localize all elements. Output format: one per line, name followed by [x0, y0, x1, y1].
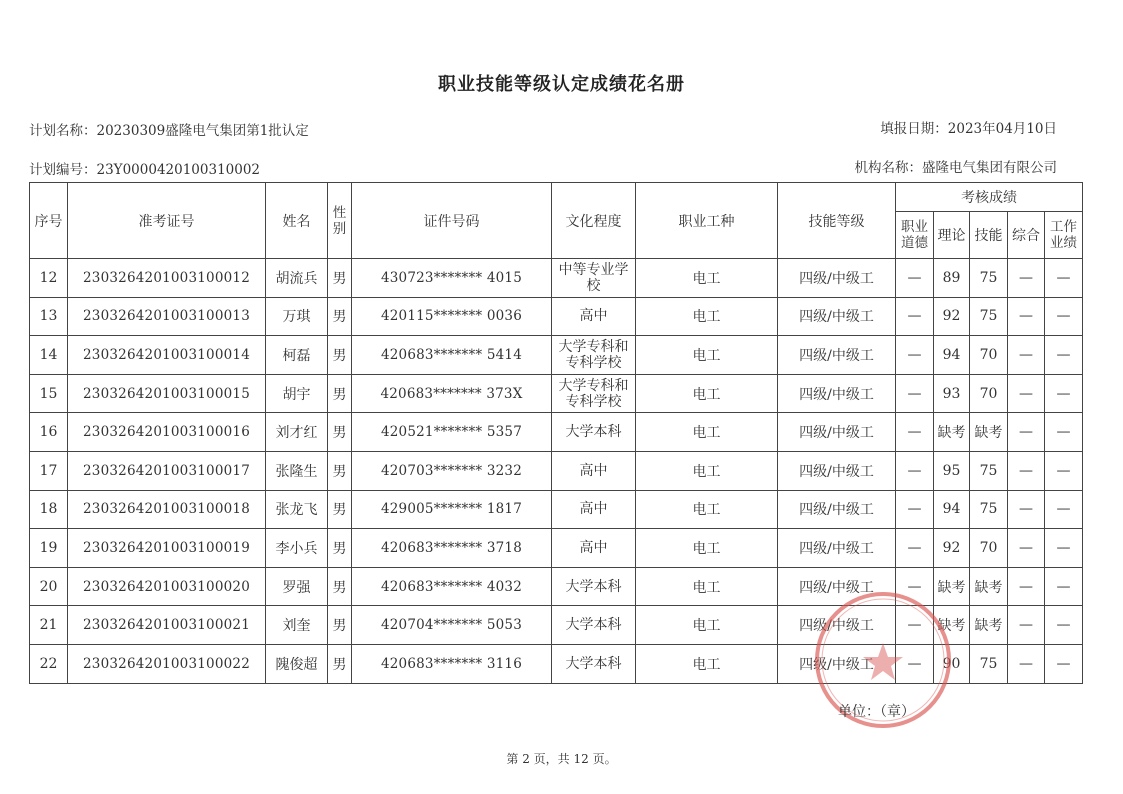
cell-gender: 男	[328, 529, 352, 568]
header-seq: 序号	[30, 183, 68, 259]
cell-id-number: 420683******* 4032	[352, 567, 552, 606]
cell-seq: 12	[30, 259, 68, 298]
cell-education: 高中	[552, 451, 636, 490]
page-title: 职业技能等级认定成绩花名册	[438, 74, 685, 95]
cell-skill: 70	[970, 374, 1008, 413]
cell-id-number: 420683******* 373X	[352, 374, 552, 413]
cell-skill: 70	[970, 336, 1008, 375]
cell-occupation: 电工	[636, 413, 778, 452]
plan-name: 计划名称：20230309盛隆电气集团第1批认定	[29, 123, 309, 139]
cell-theory: 92	[934, 297, 970, 336]
table-row	[30, 451, 1083, 490]
cell-seq: 14	[30, 336, 68, 375]
cell-theory: 缺考	[934, 413, 970, 452]
cell-performance: —	[1045, 413, 1083, 452]
cell-performance: —	[1045, 451, 1083, 490]
header-education: 文化程度	[552, 183, 636, 259]
cell-gender: 男	[328, 606, 352, 645]
cell-gender: 男	[328, 567, 352, 606]
cell-id-number: 420704******* 5053	[352, 606, 552, 645]
cell-theory: 89	[934, 259, 970, 298]
table-row	[30, 297, 1083, 336]
fill-date: 填报日期：2023年04月10日	[880, 121, 1057, 137]
cell-theory: 95	[934, 451, 970, 490]
cell-skill: 75	[970, 297, 1008, 336]
cell-education: 大学本科	[552, 606, 636, 645]
cell-theory: 92	[934, 529, 970, 568]
cell-theory: 93	[934, 374, 970, 413]
cell-skill: 缺考	[970, 567, 1008, 606]
cell-education: 大学本科	[552, 644, 636, 683]
cell-ethics: —	[896, 490, 934, 529]
cell-theory: 90	[934, 644, 970, 683]
cell-performance: —	[1045, 336, 1083, 375]
cell-name: 万琪	[266, 297, 328, 336]
cell-education: 高中	[552, 297, 636, 336]
score-roster-table	[29, 182, 1083, 684]
cell-ethics: —	[896, 644, 934, 683]
cell-seq: 19	[30, 529, 68, 568]
cell-skill-level: 四级/中级工	[778, 490, 896, 529]
cell-exam-id: 2303264201003100013	[68, 297, 266, 336]
cell-skill: 缺考	[970, 413, 1008, 452]
cell-exam-id: 2303264201003100020	[68, 567, 266, 606]
cell-overall: —	[1008, 297, 1045, 336]
cell-skill-level: 四级/中级工	[778, 297, 896, 336]
cell-skill: 75	[970, 490, 1008, 529]
cell-name: 柯磊	[266, 336, 328, 375]
cell-id-number: 420115******* 0036	[352, 297, 552, 336]
cell-occupation: 电工	[636, 451, 778, 490]
cell-name: 张龙飞	[266, 490, 328, 529]
cell-id-number: 420521******* 5357	[352, 413, 552, 452]
cell-ethics: —	[896, 413, 934, 452]
header-ethics: 职业 道德	[896, 212, 934, 259]
cell-exam-id: 2303264201003100018	[68, 490, 266, 529]
cell-overall: —	[1008, 336, 1045, 375]
cell-theory: 94	[934, 336, 970, 375]
cell-gender: 男	[328, 413, 352, 452]
cell-id-number: 430723******* 4015	[352, 259, 552, 298]
cell-education: 大学本科	[552, 567, 636, 606]
cell-name: 胡宇	[266, 374, 328, 413]
cell-exam-id: 2303264201003100016	[68, 413, 266, 452]
cell-gender: 男	[328, 451, 352, 490]
table-row	[30, 490, 1083, 529]
cell-skill-level: 四级/中级工	[778, 567, 896, 606]
cell-education: 高中	[552, 490, 636, 529]
cell-performance: —	[1045, 490, 1083, 529]
cell-occupation: 电工	[636, 529, 778, 568]
cell-ethics: —	[896, 336, 934, 375]
cell-skill-level: 四级/中级工	[778, 644, 896, 683]
cell-education: 大学专科和 专科学校	[552, 374, 636, 413]
cell-performance: —	[1045, 567, 1083, 606]
table-row	[30, 567, 1083, 606]
cell-skill: 75	[970, 451, 1008, 490]
cell-performance: —	[1045, 606, 1083, 645]
cell-gender: 男	[328, 297, 352, 336]
cell-skill: 75	[970, 259, 1008, 298]
cell-id-number: 420683******* 3116	[352, 644, 552, 683]
header-theory: 理论	[934, 212, 970, 259]
cell-ethics: —	[896, 529, 934, 568]
cell-performance: —	[1045, 374, 1083, 413]
cell-education: 高中	[552, 529, 636, 568]
cell-performance: —	[1045, 297, 1083, 336]
cell-exam-id: 2303264201003100021	[68, 606, 266, 645]
cell-overall: —	[1008, 451, 1045, 490]
cell-exam-id: 2303264201003100012	[68, 259, 266, 298]
cell-name: 罗强	[266, 567, 328, 606]
table-row	[30, 259, 1083, 298]
header-scores: 考核成绩	[896, 183, 1083, 212]
cell-skill: 70	[970, 529, 1008, 568]
cell-occupation: 电工	[636, 567, 778, 606]
cell-occupation: 电工	[636, 297, 778, 336]
cell-skill-level: 四级/中级工	[778, 413, 896, 452]
cell-ethics: —	[896, 567, 934, 606]
cell-education: 大学专科和 专科学校	[552, 336, 636, 375]
cell-seq: 18	[30, 490, 68, 529]
cell-occupation: 电工	[636, 374, 778, 413]
cell-seq: 21	[30, 606, 68, 645]
cell-seq: 15	[30, 374, 68, 413]
cell-performance: —	[1045, 529, 1083, 568]
cell-name: 张隆生	[266, 451, 328, 490]
cell-ethics: —	[896, 259, 934, 298]
cell-skill: 缺考	[970, 606, 1008, 645]
cell-overall: —	[1008, 644, 1045, 683]
cell-theory: 缺考	[934, 567, 970, 606]
cell-name: 李小兵	[266, 529, 328, 568]
cell-occupation: 电工	[636, 336, 778, 375]
cell-education: 中等专业学 校	[552, 259, 636, 298]
cell-gender: 男	[328, 336, 352, 375]
cell-gender: 男	[328, 374, 352, 413]
cell-gender: 男	[328, 644, 352, 683]
header-name: 姓名	[266, 183, 328, 259]
cell-name: 刘奎	[266, 606, 328, 645]
page-indicator: 第 2 页，共 12 页。	[506, 752, 617, 766]
cell-ethics: —	[896, 297, 934, 336]
header-exam-id: 准考证号	[68, 183, 266, 259]
cell-seq: 17	[30, 451, 68, 490]
header-performance: 工作 业绩	[1045, 212, 1083, 259]
cell-seq: 13	[30, 297, 68, 336]
table-row	[30, 374, 1083, 413]
cell-ethics: —	[896, 451, 934, 490]
cell-ethics: —	[896, 606, 934, 645]
cell-exam-id: 2303264201003100019	[68, 529, 266, 568]
plan-number: 计划编号：23Y0000420100310002	[29, 162, 261, 178]
cell-exam-id: 2303264201003100022	[68, 644, 266, 683]
table-row	[30, 644, 1083, 683]
cell-skill-level: 四级/中级工	[778, 451, 896, 490]
cell-occupation: 电工	[636, 490, 778, 529]
cell-skill-level: 四级/中级工	[778, 529, 896, 568]
cell-overall: —	[1008, 413, 1045, 452]
cell-skill-level: 四级/中级工	[778, 259, 896, 298]
cell-overall: —	[1008, 529, 1045, 568]
cell-seq: 20	[30, 567, 68, 606]
cell-exam-id: 2303264201003100014	[68, 336, 266, 375]
cell-performance: —	[1045, 259, 1083, 298]
cell-ethics: —	[896, 374, 934, 413]
header-overall: 综合	[1008, 212, 1045, 259]
unit-seal-label: 单位：（章）	[838, 704, 915, 720]
cell-name: 胡流兵	[266, 259, 328, 298]
cell-id-number: 420703******* 3232	[352, 451, 552, 490]
cell-occupation: 电工	[636, 606, 778, 645]
cell-id-number: 429005******* 1817	[352, 490, 552, 529]
cell-seq: 22	[30, 644, 68, 683]
cell-exam-id: 2303264201003100017	[68, 451, 266, 490]
cell-skill: 75	[970, 644, 1008, 683]
cell-gender: 男	[328, 259, 352, 298]
cell-id-number: 420683******* 3718	[352, 529, 552, 568]
cell-seq: 16	[30, 413, 68, 452]
cell-skill-level: 四级/中级工	[778, 336, 896, 375]
header-occupation: 职业工种	[636, 183, 778, 259]
header-gender: 性 别	[328, 183, 352, 259]
table-row	[30, 336, 1083, 375]
cell-occupation: 电工	[636, 644, 778, 683]
cell-overall: —	[1008, 374, 1045, 413]
header-id-number: 证件号码	[352, 183, 552, 259]
cell-occupation: 电工	[636, 259, 778, 298]
cell-name: 隗俊超	[266, 644, 328, 683]
cell-education: 大学本科	[552, 413, 636, 452]
cell-exam-id: 2303264201003100015	[68, 374, 266, 413]
cell-overall: —	[1008, 606, 1045, 645]
cell-overall: —	[1008, 259, 1045, 298]
cell-skill-level: 四级/中级工	[778, 606, 896, 645]
header-skill-level: 技能等级	[778, 183, 896, 259]
cell-theory: 94	[934, 490, 970, 529]
cell-skill-level: 四级/中级工	[778, 374, 896, 413]
org-name: 机构名称：盛隆电气集团有限公司	[854, 160, 1057, 176]
header-skill: 技能	[970, 212, 1008, 259]
cell-name: 刘才红	[266, 413, 328, 452]
cell-overall: —	[1008, 567, 1045, 606]
cell-performance: —	[1045, 644, 1083, 683]
cell-id-number: 420683******* 5414	[352, 336, 552, 375]
cell-overall: —	[1008, 490, 1045, 529]
cell-theory: 缺考	[934, 606, 970, 645]
table-row	[30, 413, 1083, 452]
table-row	[30, 606, 1083, 645]
cell-gender: 男	[328, 490, 352, 529]
table-row	[30, 529, 1083, 568]
